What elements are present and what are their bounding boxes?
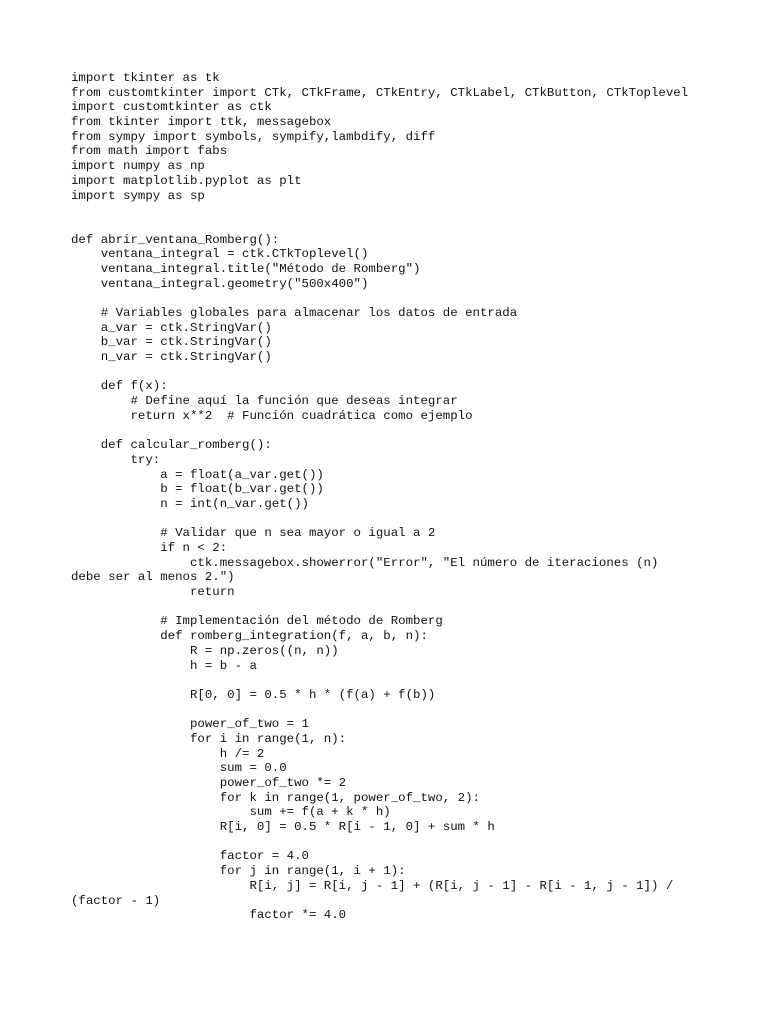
code-line	[71, 203, 688, 218]
code-line: import numpy as np	[71, 159, 205, 174]
code-line: for j in range(1, i + 1):	[71, 864, 406, 879]
code-line: a = float(a_var.get())	[71, 467, 324, 482]
code-line	[71, 424, 688, 439]
code-line: from math import fabs	[71, 144, 228, 159]
code-line: R[0, 0] = 0.5 * h * (f(a) + f(b))	[71, 687, 436, 702]
code-line: for i in range(1, n):	[71, 731, 347, 746]
code-line: import matplotlib.pyplot as plt	[71, 173, 302, 188]
code-line: import sympy as sp	[71, 188, 205, 203]
code-line: sum += f(a + k * h)	[71, 805, 391, 820]
code-line: power_of_two *= 2	[71, 776, 347, 790]
code-line: factor = 4.0	[71, 849, 309, 864]
code-line: # Define aquí la función que deseas integrar	[71, 394, 458, 409]
code-line: # Validar que n sea mayor o igual a 2	[71, 526, 436, 541]
code-line	[71, 365, 688, 380]
code-line: for k in range(1, power_of_two, 2):	[71, 790, 480, 805]
code-line: import tkinter as tk	[71, 71, 220, 85]
code-line	[71, 600, 688, 615]
code-line: n = int(n_var.get())	[71, 496, 309, 511]
code-line: b_var = ctk.StringVar()	[71, 335, 272, 350]
code-line: n_var = ctk.StringVar()	[71, 350, 272, 365]
code-line: ventana_integral.title("Método de Romberg")	[71, 261, 421, 276]
code-line: R[i, j] = R[i, j - 1] + (R[i, j - 1] - R[i - 1, j - 1]) /	[71, 878, 674, 893]
code-line: if n < 2:	[71, 541, 228, 555]
code-line: from customtkinter import CTk, CTkFrame, CTkEntry, CTkLabel, CTkButton, CTkToplevel	[71, 85, 689, 100]
code-line: ventana_integral.geometry("500x400")	[71, 276, 369, 291]
code-listing	[71, 71, 688, 923]
code-line	[71, 703, 688, 718]
code-line: power_of_two = 1	[71, 717, 309, 732]
code-line	[71, 512, 688, 527]
code-line: R[i, 0] = 0.5 * R[i - 1, 0] + sum * h	[71, 820, 495, 835]
code-line: def romberg_integration(f, a, b, n):	[71, 629, 428, 644]
code-line: from sympy import symbols, sympify,lambdify, diff	[71, 129, 436, 144]
code-line: factor *= 4.0	[71, 908, 347, 923]
code-line: b = float(b_var.get())	[71, 482, 324, 497]
code-line: try:	[71, 452, 161, 467]
code-line: ctk.messagebox.showerror("Error", "El número de iteraciones (n)	[71, 555, 659, 570]
code-line: import customtkinter as ctk	[71, 100, 272, 115]
code-line: def calcular_romberg():	[71, 438, 272, 453]
code-line	[71, 673, 688, 688]
code-line: return	[71, 585, 235, 600]
code-line: R = np.zeros((n, n))	[71, 643, 339, 658]
code-line: # Implementación del método de Romberg	[71, 614, 443, 629]
code-line: a_var = ctk.StringVar()	[71, 320, 272, 335]
code-line: h = b - a	[71, 658, 257, 673]
code-line: # Variables globales para almacenar los datos de entrada	[71, 306, 518, 320]
code-line: (factor - 1)	[71, 893, 161, 908]
code-line: sum = 0.0	[71, 761, 287, 776]
code-line: h /= 2	[71, 746, 265, 761]
code-line	[71, 835, 688, 850]
code-line: from tkinter import ttk, messagebox	[71, 115, 332, 130]
code-line	[71, 218, 688, 233]
code-line: def abrir_ventana_Romberg():	[71, 232, 280, 247]
code-line: return x**2 # Función cuadrática como ejemplo	[71, 408, 473, 423]
code-line	[71, 291, 688, 306]
code-line: ventana_integral = ctk.CTkToplevel()	[71, 247, 369, 262]
code-line: def f(x):	[71, 379, 168, 394]
code-line: debe ser al menos 2.")	[71, 570, 235, 585]
